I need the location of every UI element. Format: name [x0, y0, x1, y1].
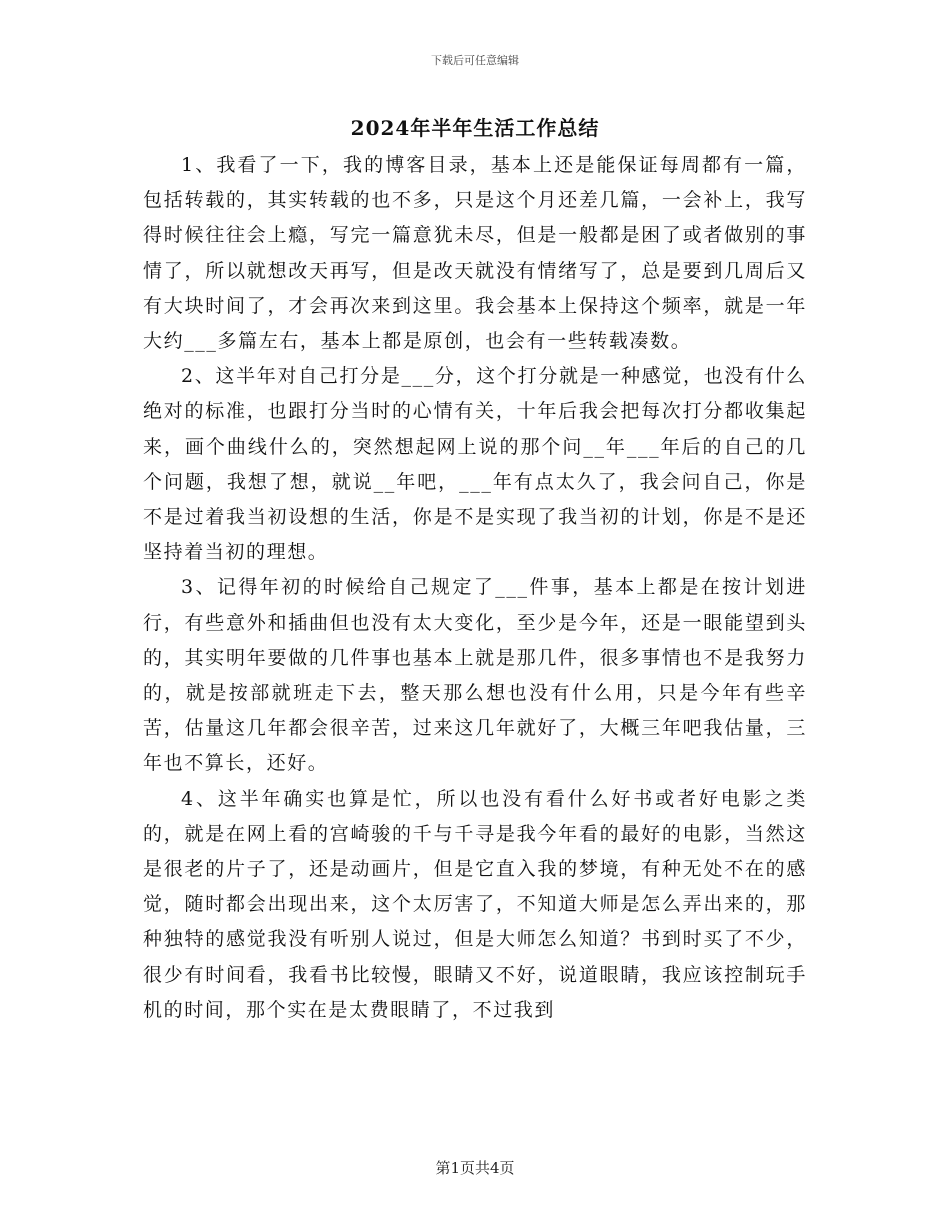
paragraph-4: 4、这半年确实也算是忙，所以也没有看什么好书或者好电影之类的，就是在网上看的宫崎骏的千与千寻是我今年看的最好的电影，当然这是很老的片子了，还是动画片，但是它直入我的梦境，有种无处不在的感觉，随时都会出现出来，这个太厉害了，不知道大师是怎么弄出来的，那种独特的感觉我没有听别人说过，但是大师怎么知道？书到时买了不少，很少有时间看，我看书比较慢，眼睛又不好，说道眼睛，我应该控制玩手机的时间，那个实在是太费眼睛了，不过我到 [143, 787, 807, 1021]
page-header: 下载后可任意编辑 [431, 54, 519, 67]
document-title: 2024年半年生活工作总结 [350, 116, 600, 140]
page-number-footer: 第1页共4页 [435, 1159, 515, 1177]
paragraph-1: 1、我看了一下，我的博客目录，基本上还是能保证每周都有一篇，包括转载的，其实转载的也不多，只是这个月还差几篇，一会补上，我写得时候往往会上瘾，写完一篇意犹未尽，但是一般都是困了或者做别的事情了，所以就想改天再写，但是改天就没有情绪写了，总是要到几周后又有大块时间了，才会再次来到这里。我会基本上保持这个频率，就是一年大约___多篇左右，基本上都是原创，也会有一些转载凑数。 [143, 154, 807, 353]
document-body [143, 148, 807, 1028]
paragraph-3: 3、记得年初的时候给自己规定了___件事，基本上都是在按计划进行，有些意外和插曲但也没有太大变化，至少是今年，还是一眼能望到头的，其实明年要做的几件事也基本上就是那几件，很多事情也不是我努力的，就是按部就班走下去，整天那么想也没有什么用，只是今年有些辛苦，估量这几年都会很辛苦，过来这几年就好了，大概三年吧我估量，三年也不算长，还好。 [143, 576, 807, 775]
paragraph-2: 2、这半年对自己打分是___分，这个打分就是一种感觉，也没有什么绝对的标准，也跟打分当时的心情有关，十年后我会把每次打分都收集起来，画个曲线什么的，突然想起网上说的那个问__年___年后的自己的几个问题，我想了想，就说__年吧，___年有点太久了，我会问自己，你是不是过着我当初设想的生活，你是不是实现了我当初的计划，你是不是还坚持着当初的理想。 [143, 365, 807, 564]
